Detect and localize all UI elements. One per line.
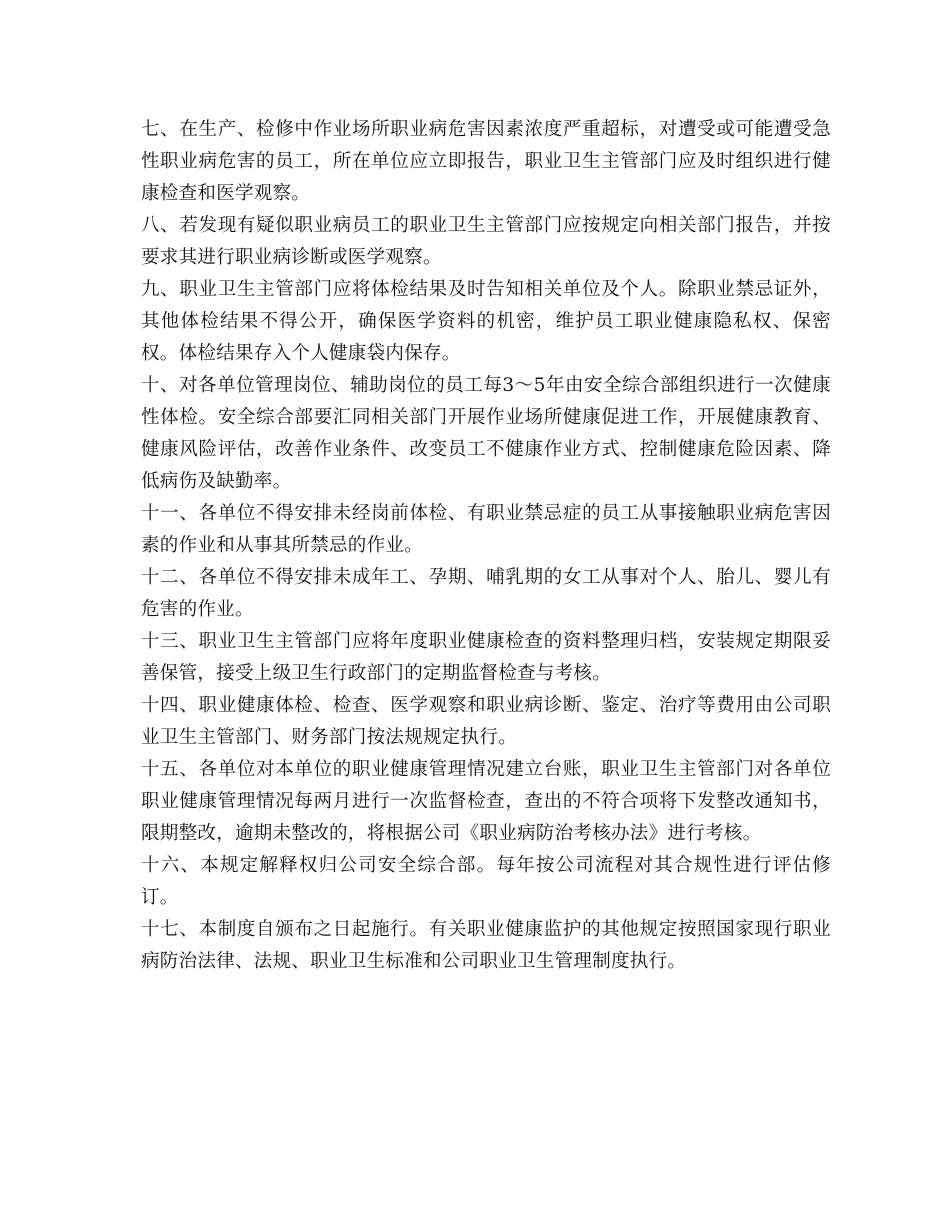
paragraph-8: 八、若发现有疑似职业病员工的职业卫生主管部门应按规定向相关部门报告，并按要求其进行职业病诊断或医学观察。: [141, 215, 831, 268]
paragraph-13: 十三、职业卫生主管部门应将年度职业健康检查的资料整理归档，安装规定期限妥善保管，接受上级卫生行政部门的定期监督检查与考核。: [141, 631, 831, 684]
paragraph-17: 十七、本制度自颁布之日起施行。有关职业健康监护的其他规定按照国家现行职业病防治法律、法规、职业卫生标准和公司职业卫生管理制度执行。: [141, 919, 831, 972]
paragraph-16: 十六、本规定解释权归公司安全综合部。每年按公司流程对其合规性进行评估修订。: [141, 855, 831, 908]
paragraph-7: 七、在生产、检修中作业场所职业病危害因素浓度严重超标，对遭受或可能遭受急性职业病危害的员工，所在单位应立即报告，职业卫生主管部门应及时组织进行健康检查和医学观察。: [141, 119, 831, 204]
paragraph-12: 十二、各单位不得安排未成年工、孕期、哺乳期的女工从事对个人、胎儿、婴儿有危害的作业。: [141, 567, 831, 620]
paragraph-10: 十、对各单位管理岗位、辅助岗位的员工每3～5年由安全综合部组织进行一次健康性体检。安全综合部要汇同相关部门开展作业场所健康促进工作，开展健康教育、健康风险评估，改善作业条件、改变员工不健康作业方式、控制健康危险因素、降低病伤及缺勤率。: [141, 375, 831, 492]
paragraph-15: 十五、各单位对本单位的职业健康管理情况建立台账，职业卫生主管部门对各单位职业健康管理情况每两月进行一次监督检查，查出的不符合项将下发整改通知书，限期整改，逾期未整改的，将根据公司《职业病防治考核办法》进行考核。: [141, 759, 831, 844]
paragraph-11: 十一、各单位不得安排未经岗前体检、有职业禁忌症的员工从事接触职业病危害因素的作业和从事其所禁忌的作业。: [141, 503, 831, 556]
paragraph-9: 九、职业卫生主管部门应将体检结果及时告知相关单位及个人。除职业禁忌证外，其他体检结果不得公开，确保医学资料的机密，维护员工职业健康隐私权、保密权。体检结果存入个人健康袋内保存。: [141, 279, 831, 364]
document-body: [141, 114, 831, 978]
paragraph-14: 十四、职业健康体检、检查、医学观察和职业病诊断、鉴定、治疗等费用由公司职业卫生主管部门、财务部门按法规规定执行。: [141, 695, 831, 748]
